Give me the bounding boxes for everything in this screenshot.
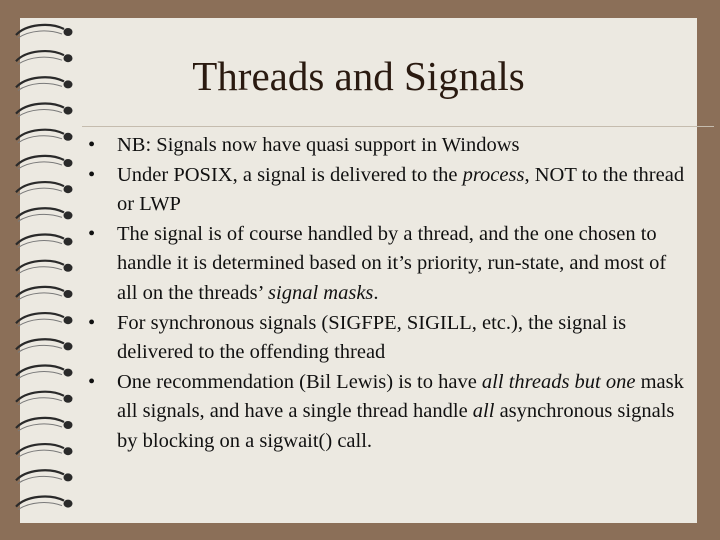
binding-ring: [16, 130, 73, 143]
bullet-text: asynchronous signals by blocking on a sigwait() call.: [117, 400, 675, 452]
binding-ring: [16, 208, 73, 221]
bullet-item: [88, 309, 688, 368]
binding-ring: [16, 497, 73, 510]
bullet-item: [88, 220, 688, 309]
binding-ring: [16, 392, 73, 405]
bullet-emphasis: process: [462, 163, 525, 186]
bullet-marker: •: [88, 163, 96, 186]
binding-ring: [16, 104, 73, 117]
binding-ring: [16, 339, 73, 352]
bullet-text: .: [373, 281, 379, 304]
bullet-emphasis: signal masks: [268, 281, 374, 304]
binding-ring: [16, 261, 73, 274]
bullet-marker: •: [88, 222, 96, 245]
bullet-item: [88, 131, 688, 161]
bullet-text: mask all signals, and have a single thread handle: [117, 370, 684, 423]
title-divider: [82, 126, 714, 127]
bullet-text: Under POSIX, a signal is delivered to the: [117, 163, 463, 186]
bullet-item: [88, 368, 688, 457]
binding-ring: [16, 470, 73, 483]
bullet-text: For synchronous signals (SIGFPE, SIGILL, etc.), the signal is delivered to the offending thread: [117, 311, 627, 364]
binding-ring: [16, 444, 73, 457]
binding-ring: [16, 235, 73, 248]
binding-ring: [16, 182, 73, 195]
bullet-item: [88, 161, 688, 220]
bullet-list: [88, 131, 688, 457]
bullet-emphasis: all threads but one: [481, 370, 636, 393]
bullet-text: , NOT to the thread or LWP: [117, 163, 685, 216]
binding-ring: [16, 366, 73, 379]
binding-ring: [16, 156, 73, 169]
bullet-text: NB: Signals now have quasi support in Windows: [117, 134, 520, 156]
binding-ring: [16, 418, 73, 431]
bullet-marker: •: [88, 311, 96, 334]
bullet-marker: •: [88, 134, 96, 156]
binding-ring: [16, 313, 73, 326]
bullet-emphasis: all: [472, 400, 495, 423]
binding-ring: [16, 25, 73, 38]
binding-ring: [16, 287, 73, 300]
bullet-text: One recommendation (Bil Lewis) is to have: [117, 370, 482, 393]
bullet-text: The signal is of course handled by a thread, and the one chosen to handle it is determined based on it’s priority, run-state, and most of all on the threads’: [117, 222, 667, 304]
bullet-marker: •: [88, 370, 96, 393]
slide-title: Threads and Signals: [192, 53, 525, 99]
